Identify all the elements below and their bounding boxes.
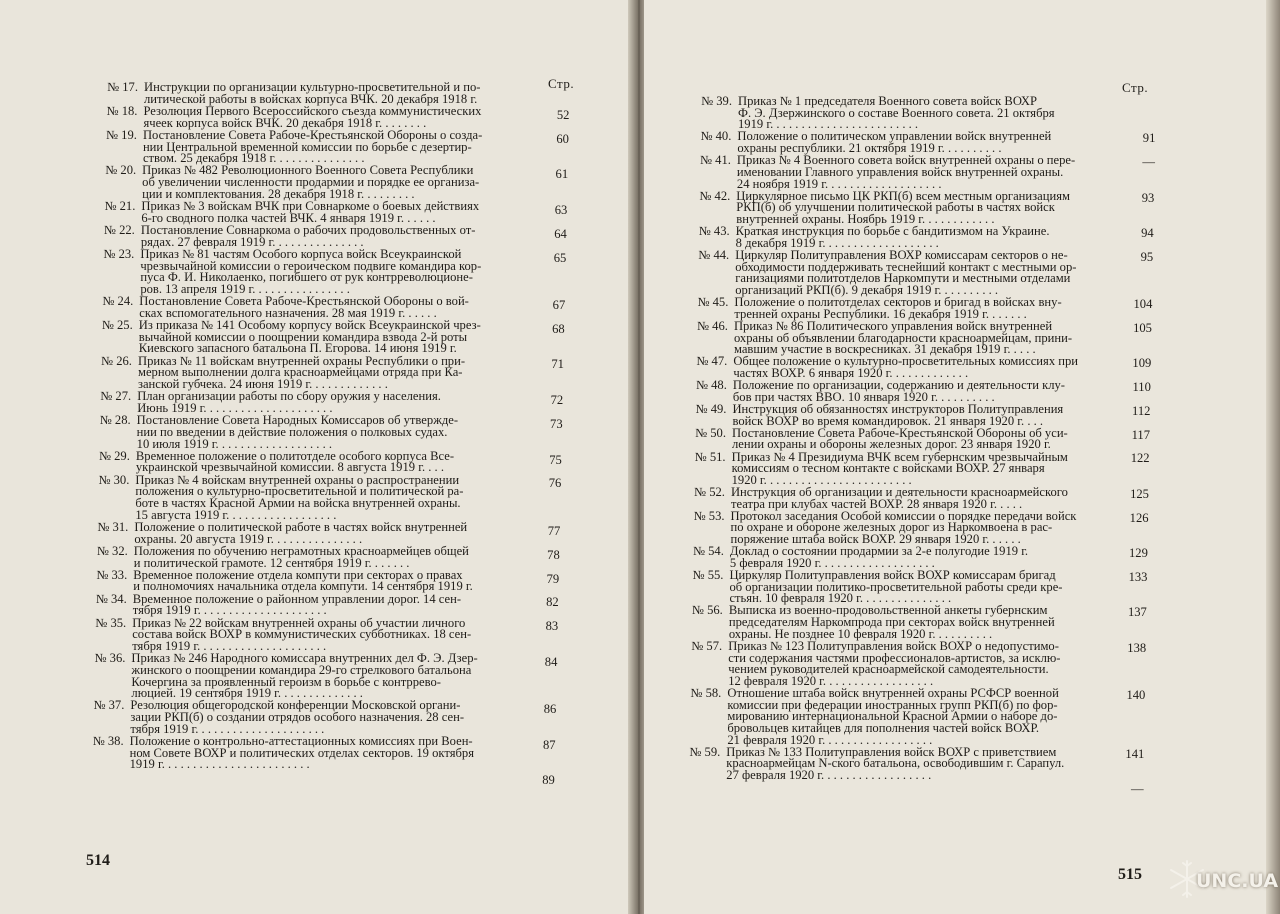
entry-number: № 42.	[699, 188, 731, 203]
entry-title-line: комиссии при федерации иностранных групп РКП(б) по фор-	[727, 697, 1058, 712]
entry-title-line: чрезвычайной комиссии о героическом подвиге командира кор-	[140, 258, 482, 273]
page-column-label: Стр.	[1122, 80, 1149, 95]
entry-title-line: 15 августа 1919 г. . . . . . . . . . . . . . . . . .	[135, 507, 337, 522]
toc-entry	[678, 425, 1114, 452]
toc-entry	[82, 543, 520, 570]
entry-title	[732, 425, 1114, 452]
entry-title-line: тября 1919 г. . . . . . . . . . . . . . . . . . . . .	[130, 721, 325, 736]
entry-title-line: Положение о политотделах секторов и бригад в войсках вну-	[734, 295, 1062, 310]
entry-title-line: 24 ноября 1919 г. . . . . . . . . . . . . . . . . . .	[736, 176, 942, 191]
entry-title-line: люцией. 19 сентября 1919 г. . . . . . . . . . . . . .	[131, 686, 363, 701]
entry-title-line: мерном выполнении долга красноармейцами отряда при Ка-	[137, 365, 463, 380]
entry-page-number: 129	[1129, 546, 1148, 561]
entry-title-line: об организации политико-просветительной работы среди кре-	[729, 579, 1063, 594]
entry-page-number: 93	[1141, 190, 1155, 205]
entry-page-number: 78	[547, 547, 560, 562]
entry-title-line: Приказ № 22 войскам внутренней охраны об участии личного	[132, 615, 466, 630]
entry-page-number: 79	[546, 571, 560, 586]
entry-title-line: Постановление Совнаркома о рабочих продовольственных от-	[140, 222, 476, 237]
entry-number: № 37.	[93, 698, 125, 713]
entry-title	[144, 82, 530, 105]
entry-title-line: Доклад о состоянии продармии за 2-е полугодие 1919 г.	[729, 544, 1029, 559]
entry-title-line: и полномочиях начальника отдела компути. 14 сентября 1919 г.	[133, 579, 473, 594]
entry-title-line: чением руководителей красноармейской самодеятельности.	[728, 662, 1049, 677]
entry-title	[142, 165, 528, 200]
entry-title-line: Киевского запасного батальона П. Егорова. 14 июня 1919 г.	[138, 341, 457, 356]
entry-title-line: ном Совете ВОХР и политических отделах секторов. 19 октября	[129, 745, 474, 760]
entry-title-line: красноармейцам N-ского батальона, освободившим г. Сарапул.	[726, 756, 1065, 771]
entry-title-line: сти содержания частями профессионалов-артистов, за исклю-	[728, 650, 1061, 665]
entry-title	[736, 226, 1118, 249]
entry-title-line: войск ВОХР во время командировок. 21 января 1920 г. . . .	[732, 413, 1044, 428]
toc-entry	[682, 188, 1118, 227]
entry-number: № 32.	[96, 543, 128, 558]
toc-entry	[684, 96, 1120, 131]
entry-number: № 53.	[693, 508, 725, 523]
entry-title	[736, 188, 1118, 227]
entry-number: № 49.	[695, 401, 727, 416]
toc-entry	[91, 103, 529, 130]
toc-entry	[88, 246, 526, 296]
entry-title	[729, 605, 1111, 640]
entry-number: № 24.	[102, 294, 134, 309]
toc-entry	[680, 297, 1116, 320]
entry-title-line: Приказ № 1 председателя Военного совета войск ВОХР	[738, 94, 1038, 108]
toc-entry	[78, 736, 516, 771]
entry-number: № 44.	[698, 247, 730, 262]
entry-number: № 45.	[697, 295, 729, 310]
entry-title	[137, 391, 523, 414]
entry-title-line: рядах. 27 февраля 1919 г. . . . . . . . . . . . . . .	[140, 234, 364, 249]
entry-title-line: Положение о политической работе в частях войск внутренней	[134, 519, 468, 534]
entry-page-number: 104	[1133, 296, 1153, 311]
entry-page-number: 91	[1142, 131, 1156, 146]
entry-title-line: Приказ № 133 Политуправления войск ВОХР с приветствием	[726, 744, 1057, 759]
entry-title-line: Приказ № 86 Политического управления войск внутренней	[733, 318, 1053, 333]
toc-entry	[91, 127, 529, 166]
toc-entry	[683, 131, 1119, 154]
entry-title-line: 1919 г. . . . . . . . . . . . . . . . . . . . . . . .	[129, 757, 310, 772]
entry-title-line: Резолюция Первого Всероссийского съезда коммунистических	[143, 103, 482, 118]
entry-title	[135, 448, 522, 475]
entry-title-line: об увеличении численности продармии и порядке ее организа-	[142, 175, 480, 190]
entry-page-number: 105	[1133, 320, 1152, 335]
entry-title-line: Протокол заседания Особой комиссии о порядке передачи войск	[730, 508, 1077, 523]
entry-number: № 36.	[94, 651, 126, 666]
toc-entry	[87, 296, 525, 319]
entry-page-number: 67	[552, 297, 566, 312]
left-page	[0, 0, 636, 914]
entry-title	[729, 570, 1111, 605]
entry-title-line: Постановление Совета Народных Комиссаров об утвержде-	[136, 413, 459, 428]
entry-number: № 35.	[95, 615, 127, 630]
toc-entry	[85, 415, 523, 450]
entry-title	[730, 484, 1113, 511]
entry-title-line: Общее положение о культурно-просветительных комиссиях при	[733, 354, 1079, 369]
entry-title-line: комиссиям о тесном контакте с войсками ВОХР. 27 января	[731, 461, 1045, 476]
entry-page-number: 126	[1129, 510, 1149, 525]
entry-title	[132, 615, 518, 653]
entry-number: № 50.	[695, 425, 727, 440]
entry-title-line: Положения по обучению неграмотных красноармейцев общей	[133, 543, 469, 558]
entry-number: № 18.	[106, 103, 138, 118]
entry-title-line: План организации работы по сбору оружия у населения.	[137, 389, 441, 404]
entry-title	[733, 380, 1115, 403]
toc-entry	[676, 546, 1112, 569]
entry-title-line: 27 февраля 1920 г. . . . . . . . . . . . . . . . . .	[726, 768, 932, 783]
entry-title-line: Постановление Совета Рабоче-Крестьянской Обороны о созда-	[142, 127, 483, 142]
entry-page-number: 72	[550, 393, 564, 407]
entry-page-number: 52	[556, 107, 570, 122]
entry-title-line: ством. 25 декабря 1918 г. . . . . . . . . . . . . . .	[142, 151, 365, 166]
entry-number: № 30.	[98, 472, 130, 487]
entry-title	[141, 201, 527, 224]
entry-page-number: 133	[1128, 569, 1148, 584]
entry-title	[133, 567, 519, 594]
entry-number: № 23.	[103, 246, 135, 261]
entry-title	[132, 591, 519, 618]
entry-page-number: 95	[1140, 249, 1154, 264]
entry-title	[137, 415, 523, 450]
entry-title	[134, 519, 520, 546]
entry-title-line: тября 1919 г. . . . . . . . . . . . . . . . . . . . .	[132, 603, 327, 618]
toc-entry	[679, 380, 1115, 403]
toc-entry	[682, 226, 1118, 249]
entry-title	[735, 247, 1117, 298]
entry-page-number: 76	[548, 476, 562, 491]
entry-title-line: положения о культурно-просветительной и политической ра-	[135, 484, 464, 499]
entry-title	[139, 320, 525, 355]
toc-entry	[89, 222, 527, 249]
entry-title	[135, 472, 521, 522]
entry-number: № 17.	[107, 80, 138, 94]
toc-entry	[81, 591, 519, 618]
entry-title-line: ции и комплектования. 28 декабря 1918 г. . . . . . . . .	[142, 186, 415, 201]
toc-entry	[83, 472, 521, 522]
entry-page-number: 140	[1126, 687, 1146, 702]
entry-number: № 29.	[98, 448, 130, 463]
entry-title-line: ров. 13 апреля 1919 г. . . . . . . . . . . . . . . .	[140, 281, 350, 296]
entry-number: № 56.	[691, 603, 723, 618]
entry-title-line: Приказ № 3 войскам ВЧК при Совнаркоме о боевых действиях	[141, 199, 480, 213]
entry-title-line: Положение о политическом управлении войск внутренней	[737, 129, 1052, 144]
entry-page-number: 117	[1131, 427, 1151, 442]
entry-number: № 41.	[700, 153, 731, 168]
entry-title-line: и политической грамоте. 12 сентября 1919 г. . . . . . .	[133, 555, 410, 570]
page-number: 515	[1118, 866, 1142, 883]
entry-title-line: занской губчека. 24 июня 1919 г. . . . . . . . . . . . .	[137, 377, 388, 391]
entry-page-number: 68	[552, 321, 565, 336]
entry-title-line: председателям Наркомпрода при секторах войск внутренней	[728, 615, 1055, 630]
entry-title-line: Ф. Э. Дзержинского о составе Военного совета. 21 октября	[738, 105, 1055, 120]
entry-page-number: 64	[554, 226, 567, 241]
entry-title-line: охраны республики. 21 октября 1919 г. . . . . . . . . .	[737, 141, 1002, 156]
entry-page-number: 77	[547, 523, 561, 538]
toc-entry	[677, 484, 1113, 511]
entry-title-line: по охране и обороне железных дорог из Наркомвоена в рас-	[730, 520, 1053, 535]
entry-page-number: 110	[1132, 379, 1151, 394]
entry-number: № 54.	[692, 544, 724, 559]
entry-title	[737, 155, 1119, 190]
entry-title-line: театра при клубах частей ВОХР. 28 января 1920 г. . . . .	[730, 496, 1023, 511]
entry-title	[732, 401, 1114, 428]
entry-title-line: сках вспомогательного назначения. 28 мая 1919 г. . . . . .	[139, 305, 437, 320]
entry-title-line: тренней охраны Республики. 16 декабря 1919 г. . . . . . .	[734, 306, 1027, 321]
entry-page-number: 75	[549, 452, 562, 467]
entry-title-line: Приказ № 123 Политуправления войск ВОХР о недопустимо-	[728, 638, 1059, 653]
toc-entry	[677, 508, 1113, 547]
entry-title-line: Отношение штаба войск внутренней охраны РСФСР военной	[727, 686, 1059, 700]
page-number: 514	[86, 852, 110, 869]
entry-number: № 33.	[96, 567, 128, 582]
entry-page-number: 137	[1127, 605, 1147, 620]
toc-entry	[85, 391, 523, 414]
entry-title-line: Приказ № 4 войскам внутренней охраны о распространении	[135, 472, 460, 487]
entry-title-line: зации РКП(б) о создании отрядов особого назначения. 28 сен-	[130, 710, 465, 725]
entry-title-line: именовании Главного управления войск внутренней охраны.	[736, 164, 1064, 179]
entry-page-number: 138	[1127, 640, 1147, 655]
toc-entry	[78, 700, 516, 735]
entry-title	[130, 700, 516, 735]
entry-number: № 57.	[691, 638, 723, 653]
entry-title-line: ганизациями политотделов Наркомпути и местными отделами	[735, 271, 1071, 286]
watermark-text: UNC.UA	[1196, 870, 1279, 892]
entry-number: № 25.	[101, 318, 133, 332]
entry-number: № 28.	[99, 413, 131, 428]
entry-title-line: Приказ № 4 Президиума ВЧК всем губернским чрезвычайным	[731, 449, 1068, 464]
entry-number: № 31.	[97, 519, 129, 534]
entry-page-number: 60	[556, 131, 569, 146]
entry-number: № 20.	[105, 163, 137, 178]
entry-title-line: РКП(б) об улучшении политической работы в частях войск	[736, 200, 1055, 215]
entry-page-number: 112	[1132, 403, 1151, 418]
entry-title	[140, 222, 527, 249]
entry-number: № 34.	[95, 591, 127, 606]
entry-title-line: 8 декабря 1919 г. . . . . . . . . . . . . . . . . . .	[735, 235, 939, 250]
entry-title	[137, 353, 524, 391]
toc-entry	[90, 165, 528, 200]
entry-title	[131, 653, 517, 700]
entry-title-line: частях ВОХР. 6 января 1920 г. . . . . . . . . . . . .	[733, 366, 969, 380]
entry-title-line: Приказ № 246 Народного комиссара внутренних дел Ф. Э. Дзер-	[131, 651, 478, 666]
entry-title-line: Приказ № 81 частям Особого корпуса войск Всеукраинской	[140, 246, 462, 261]
entry-title	[140, 246, 526, 296]
entry-title-line: Резолюция общегородской конференции Московской органи-	[130, 698, 461, 713]
entry-title-line: организаций РКП(б). 9 декабря 1919 г. . . . . . . . . .	[735, 283, 999, 298]
entry-title	[143, 103, 529, 130]
entry-title-line: Кочергина за проявленный героизм в борьбе с контррево-	[131, 674, 441, 689]
watermark	[1166, 858, 1279, 904]
entry-number: № 22.	[103, 222, 135, 237]
entry-title-line: тября 1919 г. . . . . . . . . . . . . . . . . . . . .	[132, 638, 327, 653]
entry-title-line: Циркуляр Политуправления войск ВОХР комиссарам бригад	[729, 568, 1056, 582]
toc-entry	[673, 688, 1109, 746]
entry-title-line: Из приказа № 141 Особому корпусу войск Всеукраинской чрез-	[138, 318, 481, 332]
entry-title	[738, 96, 1120, 131]
toc-entry	[81, 567, 519, 594]
entry-title-line: бровольцев китайцев для пополнения частей войск ВОХР.	[727, 721, 1040, 736]
toc-entry	[80, 615, 518, 653]
entry-number: № 58.	[690, 686, 722, 700]
toc-entry	[675, 570, 1111, 605]
entry-title	[142, 127, 529, 166]
entry-title-line: пуса Ф. И. Николаенко, погибшего от рук контрреволюционе-	[140, 270, 473, 285]
entry-page-number: 63	[554, 202, 568, 217]
entry-title	[133, 543, 520, 570]
entry-page-number: 94	[1141, 226, 1154, 240]
toc-entry	[86, 353, 524, 391]
entry-title-line: Выписка из военно-продовольственной анкеты губернским	[728, 603, 1048, 618]
entry-title-line: 6-го сводного полка частей ВЧК. 4 января 1919 г. . . . . .	[141, 210, 436, 225]
toc-entry	[87, 320, 525, 355]
entry-title-line: Положение по организации, содержанию и деятельности клу-	[732, 378, 1065, 393]
entry-title-line: охраны. Не позднее 10 февраля 1920 г. . . . . . . . . .	[728, 626, 993, 641]
page-column-label: Стр.	[548, 76, 575, 91]
entry-title-line: 21 февраля 1920 г. . . . . . . . . . . . . . . . . .	[727, 732, 933, 747]
entry-number: № 40.	[700, 129, 732, 144]
entry-page-number: 86	[543, 702, 557, 717]
entry-title-line: поряжение штаба войск ВОХР. 29 января 1920 г. . . . . .	[730, 532, 1021, 547]
entry-title-line: лении охраны и обороны железных дорог. 23 января 1920 г.	[732, 437, 1051, 452]
entry-page-number: 65	[553, 250, 567, 265]
entry-page-number: 87	[542, 737, 556, 752]
toc-entry	[84, 448, 522, 475]
entry-page-number: 61	[555, 167, 569, 182]
entry-title-line: Приказ № 482 Революционного Военного Совета Республики	[142, 163, 474, 178]
entry-title-line: Циркуляр Политуправления ВОХР комиссарам секторов о не-	[735, 247, 1068, 262]
entry-title-line: Временное положение о политотделе особого корпуса Все-	[135, 448, 455, 463]
entry-title-line: Приказ № 11 войскам внутренней охраны Республики о при-	[137, 353, 466, 368]
entry-title-line: Временное положение отдела компути при секторах о правах	[133, 567, 463, 582]
entry-page-number: 82	[546, 595, 559, 610]
toc-entry	[675, 605, 1111, 640]
toc-entry	[89, 201, 527, 224]
entry-title	[727, 688, 1109, 747]
entry-page-number: 73	[550, 416, 563, 431]
toc-entry	[82, 519, 520, 546]
entry-title	[728, 638, 1110, 688]
entry-title-line: Краткая инструкция по борьбе с бандитизмом на Украине.	[735, 224, 1050, 239]
entry-number: № 48.	[695, 378, 727, 393]
right-page	[644, 0, 1280, 914]
entry-title-line: охраны об объявлении благодарности красноармейцам, прини-	[733, 330, 1073, 345]
entry-title-line: литической работы в войсках корпуса ВЧК. 20 декабря 1918 г.	[144, 91, 478, 106]
entry-title	[730, 546, 1112, 569]
entry-number: № 26.	[101, 353, 132, 368]
entry-number: № 43.	[698, 224, 730, 239]
entry-title-line: вычайной комиссии о поощрении командира взвода 2-й роты	[138, 329, 468, 344]
entry-page-number: 125	[1130, 486, 1149, 501]
entry-page-number: —	[1131, 782, 1144, 797]
toc-entry	[681, 247, 1117, 298]
entry-number: № 38.	[92, 734, 124, 748]
entry-number: № 59.	[689, 744, 721, 759]
entry-page-number: 122	[1130, 451, 1150, 466]
entry-title-line: нии по введении в действие положения о полковых судах.	[136, 424, 448, 439]
entry-number: № 47.	[696, 354, 728, 369]
entry-title-line: внутренней охраны. Ноябрь 1919 г. . . . . . . . . . . .	[736, 212, 995, 227]
toc-entry	[674, 638, 1110, 688]
entry-title	[737, 131, 1119, 154]
entry-title-line: Приказ № 4 Военного совета войск внутренней охраны о пере-	[736, 153, 1076, 168]
entry-title-line: ячеек корпуса войск ВЧК. 20 декабря 1918 г. . . . . . . .	[143, 115, 427, 130]
entry-number: № 46.	[697, 318, 728, 333]
entry-title-line: Постановление Совета Рабоче-Крестьянской Обороны о вой-	[139, 294, 469, 309]
entry-title	[730, 508, 1113, 547]
entry-title-line: стьян. 10 февраля 1920 г. . . . . . . . . . . . . . .	[729, 591, 952, 606]
entry-title-line: 1919 г. . . . . . . . . . . . . . . . . . . . . . . .	[738, 117, 919, 132]
entry-page-number: 141	[1125, 746, 1145, 761]
entry-title-line: Постановление Совета Рабоче-Крестьянской Обороны об уси-	[732, 425, 1068, 440]
entry-title	[139, 296, 525, 319]
entry-title-line: 5 февраля 1920 г. . . . . . . . . . . . . . . . . . .	[729, 555, 935, 570]
toc-entry	[678, 449, 1114, 487]
entry-number: № 39.	[701, 94, 732, 108]
book-edge	[1266, 0, 1280, 914]
entry-page-number: 71	[551, 357, 564, 372]
entry-title	[726, 744, 1108, 783]
entry-page-number: 89	[542, 773, 555, 788]
entry-title	[733, 318, 1116, 357]
entry-title-line: жинского о поощрении командира 29-го стрелкового батальона	[131, 662, 472, 677]
entry-title-line: мавшим участие в воскресниках. 31 декабря 1919 г. . . . .	[733, 342, 1036, 357]
toc-entry	[92, 82, 530, 105]
entry-title-line: 1920 г. . . . . . . . . . . . . . . . . . . . . . . .	[731, 472, 912, 487]
entry-page-number: —	[1142, 155, 1155, 170]
entry-title	[734, 297, 1116, 320]
entry-number: № 21.	[104, 199, 136, 213]
entry-page-number: 109	[1132, 356, 1152, 371]
entry-title	[733, 356, 1115, 379]
entry-page-number: 84	[544, 654, 558, 669]
entry-title-line: состава войск ВОХР в коммунистических субботниках. 18 сен-	[132, 627, 472, 642]
entry-title-line: бов при частях ВВО. 10 января 1920 г. . . . . . . . . .	[732, 389, 995, 404]
entry-title-line: обходимости поддерживать теснейший контакт с местными ор-	[735, 259, 1077, 274]
toc-entry	[679, 356, 1115, 379]
entry-title-line: 10 июля 1919 г. . . . . . . . . . . . . . . . . . .	[136, 436, 333, 451]
entry-title-line: Инструкции по организации культурно-просветительной и по-	[144, 80, 481, 94]
toc-entry	[680, 318, 1116, 357]
entry-title-line: Июнь 1919 г. . . . . . . . . . . . . . . . . . . . .	[137, 400, 333, 415]
entry-title-line: Временное положение о районном управлении дорог. 14 сен-	[132, 591, 462, 606]
entry-title	[130, 736, 516, 771]
entry-number: № 55.	[692, 568, 724, 582]
entry-title-line: боте в частях Красной Армии на войска внутренней охраны.	[135, 496, 461, 510]
entry-number: № 51.	[694, 449, 726, 464]
entry-number: № 27.	[100, 389, 132, 404]
entry-title-line: охраны. 20 августа 1919 г. . . . . . . . . . . . . . .	[134, 531, 363, 546]
entry-number: № 19.	[106, 127, 137, 142]
toc-entry	[683, 155, 1119, 190]
toc-entry	[672, 744, 1108, 783]
entry-title-line: украинской чрезвычайной комиссии. 8 августа 1919 г. . . .	[135, 460, 445, 475]
toc-entry	[79, 653, 517, 700]
entry-page-number: 83	[545, 619, 559, 634]
entry-title-line: Циркулярное письмо ЦК РКП(б) всем местным организациям	[736, 188, 1070, 203]
entry-title-line: Инструкция об организации и деятельности красноармейского	[730, 484, 1068, 499]
toc-entry	[678, 401, 1114, 428]
entry-title-line: Инструкция об обязанностях инструкторов Политуправления	[732, 401, 1064, 416]
entry-title-line: Положение о контрольно-аттестационных комиссиях при Воен-	[129, 734, 473, 748]
entry-number: № 52.	[694, 484, 725, 499]
entry-title-line: мированию интернациональной Красной Армии о наборе до-	[727, 709, 1058, 724]
entry-title-line: нии Центральной временной комиссии по борьбе с дезертир-	[142, 139, 472, 154]
entry-title-line: 12 февраля 1920 г. . . . . . . . . . . . . . . . . .	[728, 674, 934, 688]
entry-title	[731, 449, 1114, 487]
